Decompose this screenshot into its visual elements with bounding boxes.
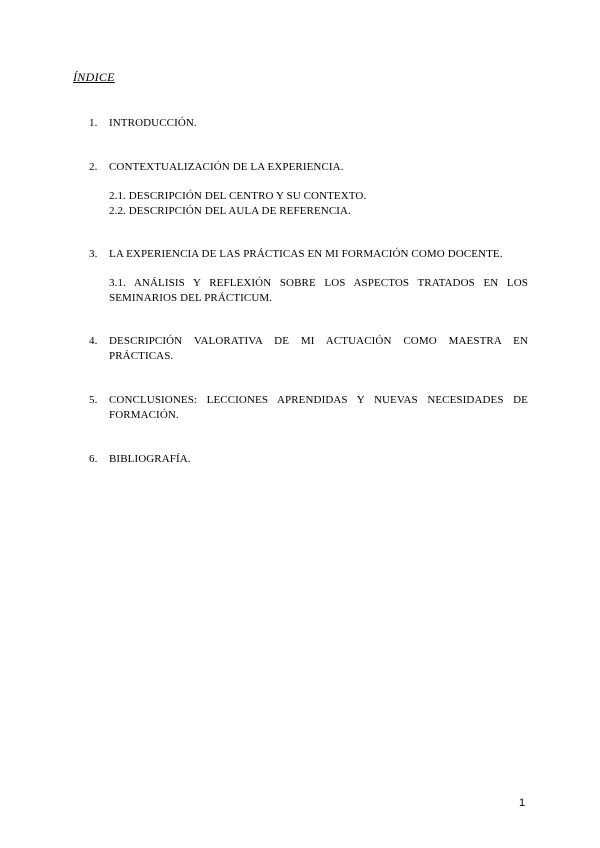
page-number: 1 xyxy=(519,797,526,809)
toc-entry-text: CONTEXTUALIZACIÓN DE LA EXPERIENCIA. xyxy=(109,161,344,173)
toc-subentry-text: 3.1. ANÁLISIS Y REFLEXIÓN SOBRE LOS ASPECTOS TRATADOS EN LOS SEMINARIOS DEL PRÁCTICUM. xyxy=(109,277,528,304)
toc-subentry-text: 2.1. DESCRIPCIÓN DEL CENTRO Y SU CONTEXTO. xyxy=(109,190,367,202)
toc-entry-number: 4. xyxy=(89,335,98,347)
toc-entry-number: 1. xyxy=(89,117,98,129)
toc-entry-text: BIBLIOGRAFÍA. xyxy=(109,453,191,465)
toc-entry-text: INTRODUCCIÓN. xyxy=(109,117,197,129)
toc-entry-number: 2. xyxy=(89,161,98,173)
toc-entry-number: 6. xyxy=(89,453,98,465)
toc-entry-text: CONCLUSIONES: LECCIONES APRENDIDAS Y NUEVAS NECESIDADES DE FORMACIÓN. xyxy=(109,394,528,421)
index-title: ÍNDICE xyxy=(73,70,115,84)
toc-entry-number: 3. xyxy=(89,248,98,260)
toc-subentry-text: 2.2. DESCRIPCIÓN DEL AULA DE REFERENCIA. xyxy=(109,205,351,217)
toc-entry-text: DESCRIPCIÓN VALORATIVA DE MI ACTUACIÓN COMO MAESTRA EN PRÁCTICAS. xyxy=(109,335,528,362)
toc-entry-number: 5. xyxy=(89,394,98,406)
toc-entry-text: LA EXPERIENCIA DE LAS PRÁCTICAS EN MI FORMACIÓN COMO DOCENTE. xyxy=(109,248,503,260)
